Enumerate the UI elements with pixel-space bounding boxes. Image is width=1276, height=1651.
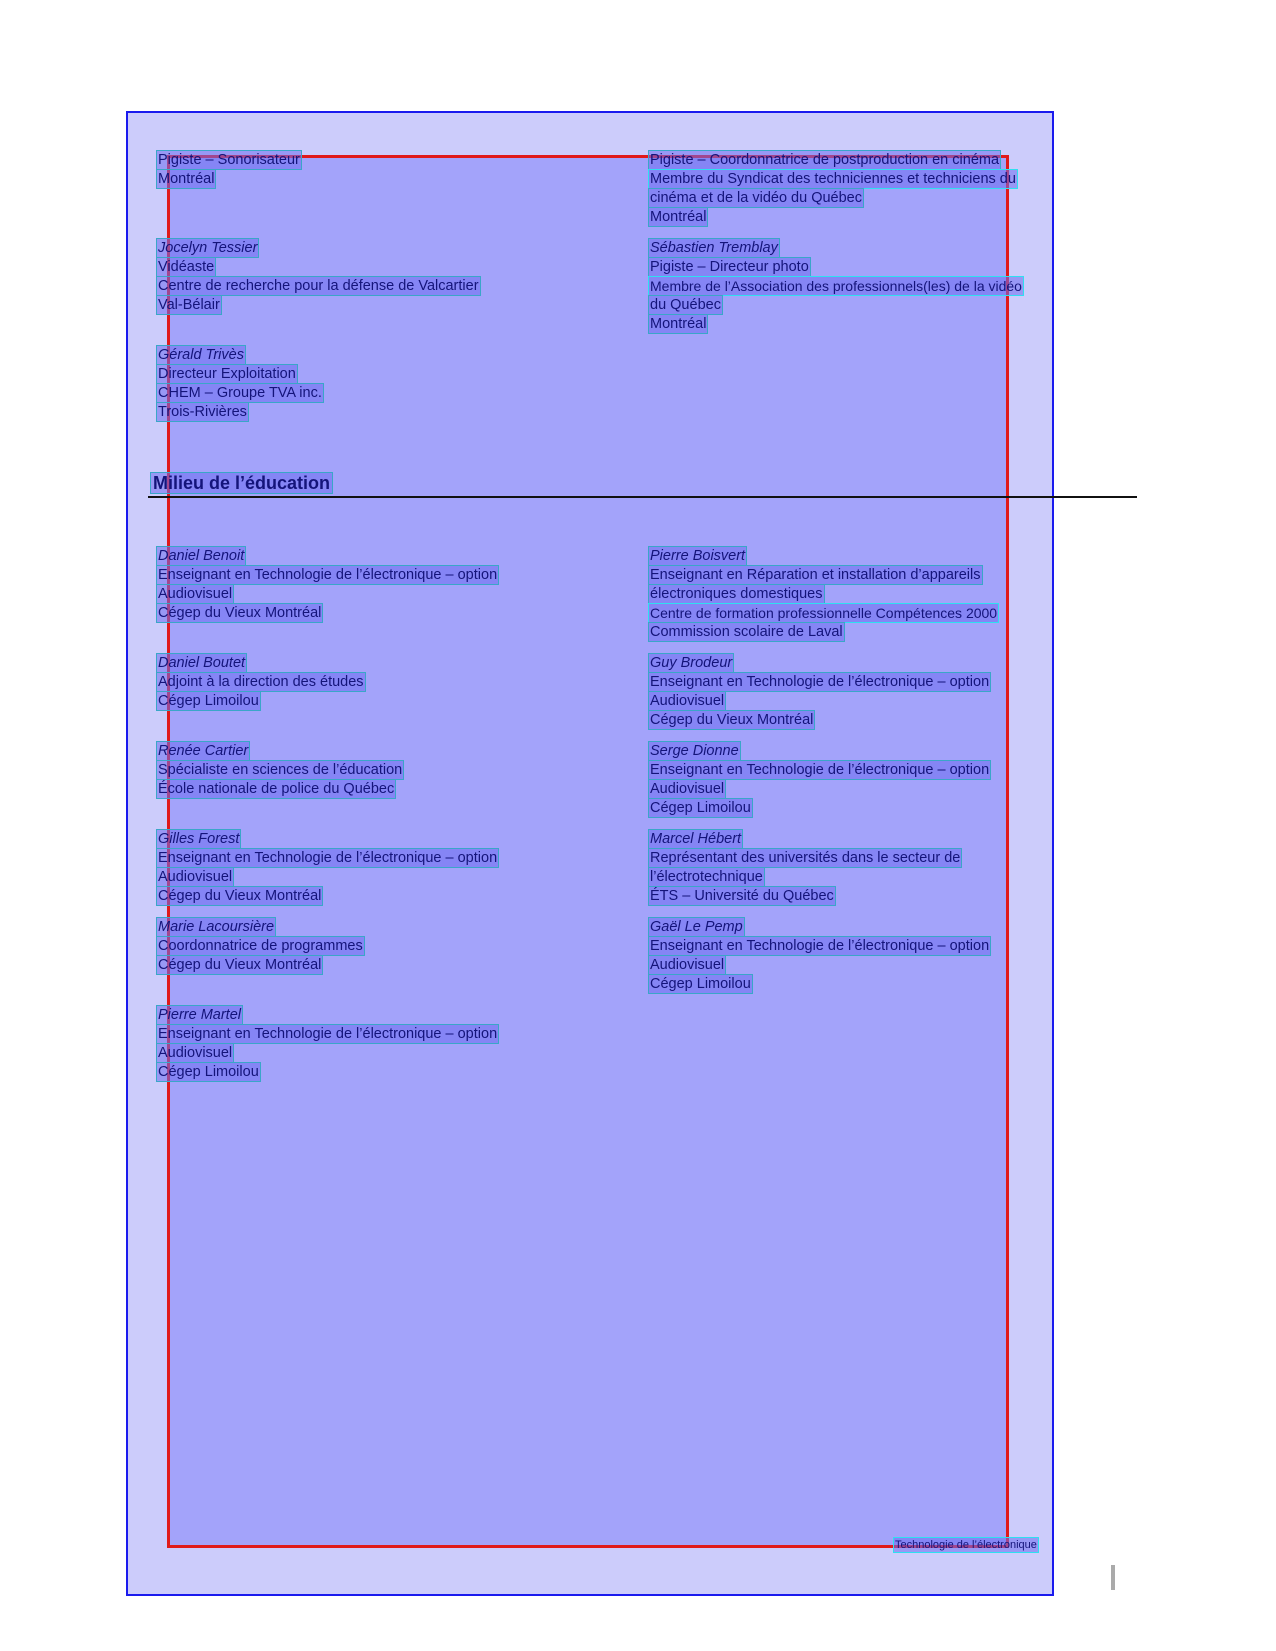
edu-right-e4-name: Marcel Hébert — [650, 831, 742, 847]
col1-e2-location: Val-Bélair — [158, 297, 220, 313]
col2-e1-org2: cinéma et de la vidéo du Québec — [650, 190, 862, 206]
section-heading: Milieu de l’éducation — [153, 473, 331, 493]
edu-left-e6-line3: Cégep Limoilou — [158, 1064, 259, 1080]
edu-right-e5-line1: Enseignant en Technologie de l’électronique – option — [650, 938, 990, 954]
edu-right-e1-line3: Centre de formation professionnelle Compétences 2000 — [650, 605, 998, 621]
edu-left-e5-name: Marie Lacoursière — [158, 919, 275, 935]
edu-left-e1-line2: Audiovisuel — [158, 586, 233, 602]
col2-e2-name: Sébastien Tremblay — [650, 240, 778, 256]
edu-right-e4-line3: ÉTS – Université du Québec — [650, 888, 834, 904]
edu-left-e3-name: Renée Cartier — [158, 743, 249, 759]
edu-right-e2-line2: Audiovisuel — [650, 693, 725, 709]
col1-e2-org: Centre de recherche pour la défense de Valcartier — [158, 278, 479, 294]
col2-e2-org1: Membre de l’Association des professionnels(les) de la vidéo — [650, 278, 1022, 294]
edu-right-e2-name: Guy Brodeur — [650, 655, 733, 671]
col1-e1-location: Montréal — [158, 171, 215, 187]
col1-e3-location: Trois-Rivières — [158, 404, 247, 420]
col1-e3-name: Gérald Trivès — [158, 347, 244, 363]
edu-right-e3-line2: Audiovisuel — [650, 781, 725, 797]
edu-right-e5-line2: Audiovisuel — [650, 957, 725, 973]
edu-left-e2-name: Daniel Boutet — [158, 655, 246, 671]
footer-label: Technologie de l’électronique — [895, 1539, 1037, 1551]
edu-left-e1-line1: Enseignant en Technologie de l’électronique – option — [158, 567, 498, 583]
edu-right-e5-line3: Cégep Limoilou — [650, 976, 751, 992]
edu-right-e1-name: Pierre Boisvert — [650, 548, 746, 564]
edu-right-e5-name: Gaël Le Pemp — [650, 919, 743, 935]
col2-e2-role: Pigiste – Directeur photo — [650, 259, 809, 275]
edu-left-e6-line2: Audiovisuel — [158, 1045, 233, 1061]
edu-right-e4-line1: Représentant des universités dans le secteur de — [650, 850, 961, 866]
edu-left-e6-line1: Enseignant en Technologie de l’électronique – option — [158, 1026, 498, 1042]
col2-e1-org1: Membre du Syndicat des techniciennes et techniciens du — [650, 171, 1016, 187]
edu-left-e3-line2: École nationale de police du Québec — [158, 781, 395, 797]
edu-right-e3-name: Serge Dionne — [650, 743, 739, 759]
col1-e1-role: Pigiste – Sonorisateur — [158, 152, 300, 168]
col2-e1-location: Montréal — [650, 209, 707, 225]
edu-left-e4-line2: Audiovisuel — [158, 869, 233, 885]
edu-right-e1-line1: Enseignant en Réparation et installation d’appareils — [650, 567, 981, 583]
edu-right-e1-line2: électroniques domestiques — [650, 586, 823, 602]
edu-right-e2-line1: Enseignant en Technologie de l’électronique – option — [650, 674, 990, 690]
col2-e2-org2: du Québec — [650, 297, 721, 313]
col2-e2-location: Montréal — [650, 316, 707, 332]
edu-right-e3-line1: Enseignant en Technologie de l’électronique – option — [650, 762, 990, 778]
col2-e1-role: Pigiste – Coordonnatrice de postproduction en cinéma — [650, 152, 1000, 168]
edu-right-e1-line4: Commission scolaire de Laval — [650, 624, 843, 640]
edu-left-e4-name: Gilles Forest — [158, 831, 240, 847]
col1-e2-role: Vidéaste — [158, 259, 215, 275]
edu-right-e2-line3: Cégep du Vieux Montréal — [650, 712, 814, 728]
edu-left-e3-line1: Spécialiste en sciences de l’éducation — [158, 762, 403, 778]
edu-left-e6-name: Pierre Martel — [158, 1007, 241, 1023]
edu-left-e1-line3: Cégep du Vieux Montréal — [158, 605, 322, 621]
col1-e3-role: Directeur Exploitation — [158, 366, 296, 382]
edu-left-e5-line1: Coordonnatrice de programmes — [158, 938, 363, 954]
edu-left-e4-line1: Enseignant en Technologie de l’électronique – option — [158, 850, 498, 866]
edu-left-e2-line1: Adjoint à la direction des études — [158, 674, 364, 690]
edu-left-e2-line2: Cégep Limoilou — [158, 693, 259, 709]
edu-left-e1-name: Daniel Benoit — [158, 548, 245, 564]
page-marker — [1111, 1565, 1115, 1590]
edu-left-e4-line3: Cégep du Vieux Montréal — [158, 888, 322, 904]
section-rule — [148, 496, 1137, 498]
edu-left-e5-line2: Cégep du Vieux Montréal — [158, 957, 322, 973]
edu-right-e3-line3: Cégep Limoilou — [650, 800, 751, 816]
edu-right-e4-line2: l’électrotechnique — [650, 869, 763, 885]
col1-e2-name: Jocelyn Tessier — [158, 240, 258, 256]
col1-e3-org: CHEM – Groupe TVA inc. — [158, 385, 322, 401]
